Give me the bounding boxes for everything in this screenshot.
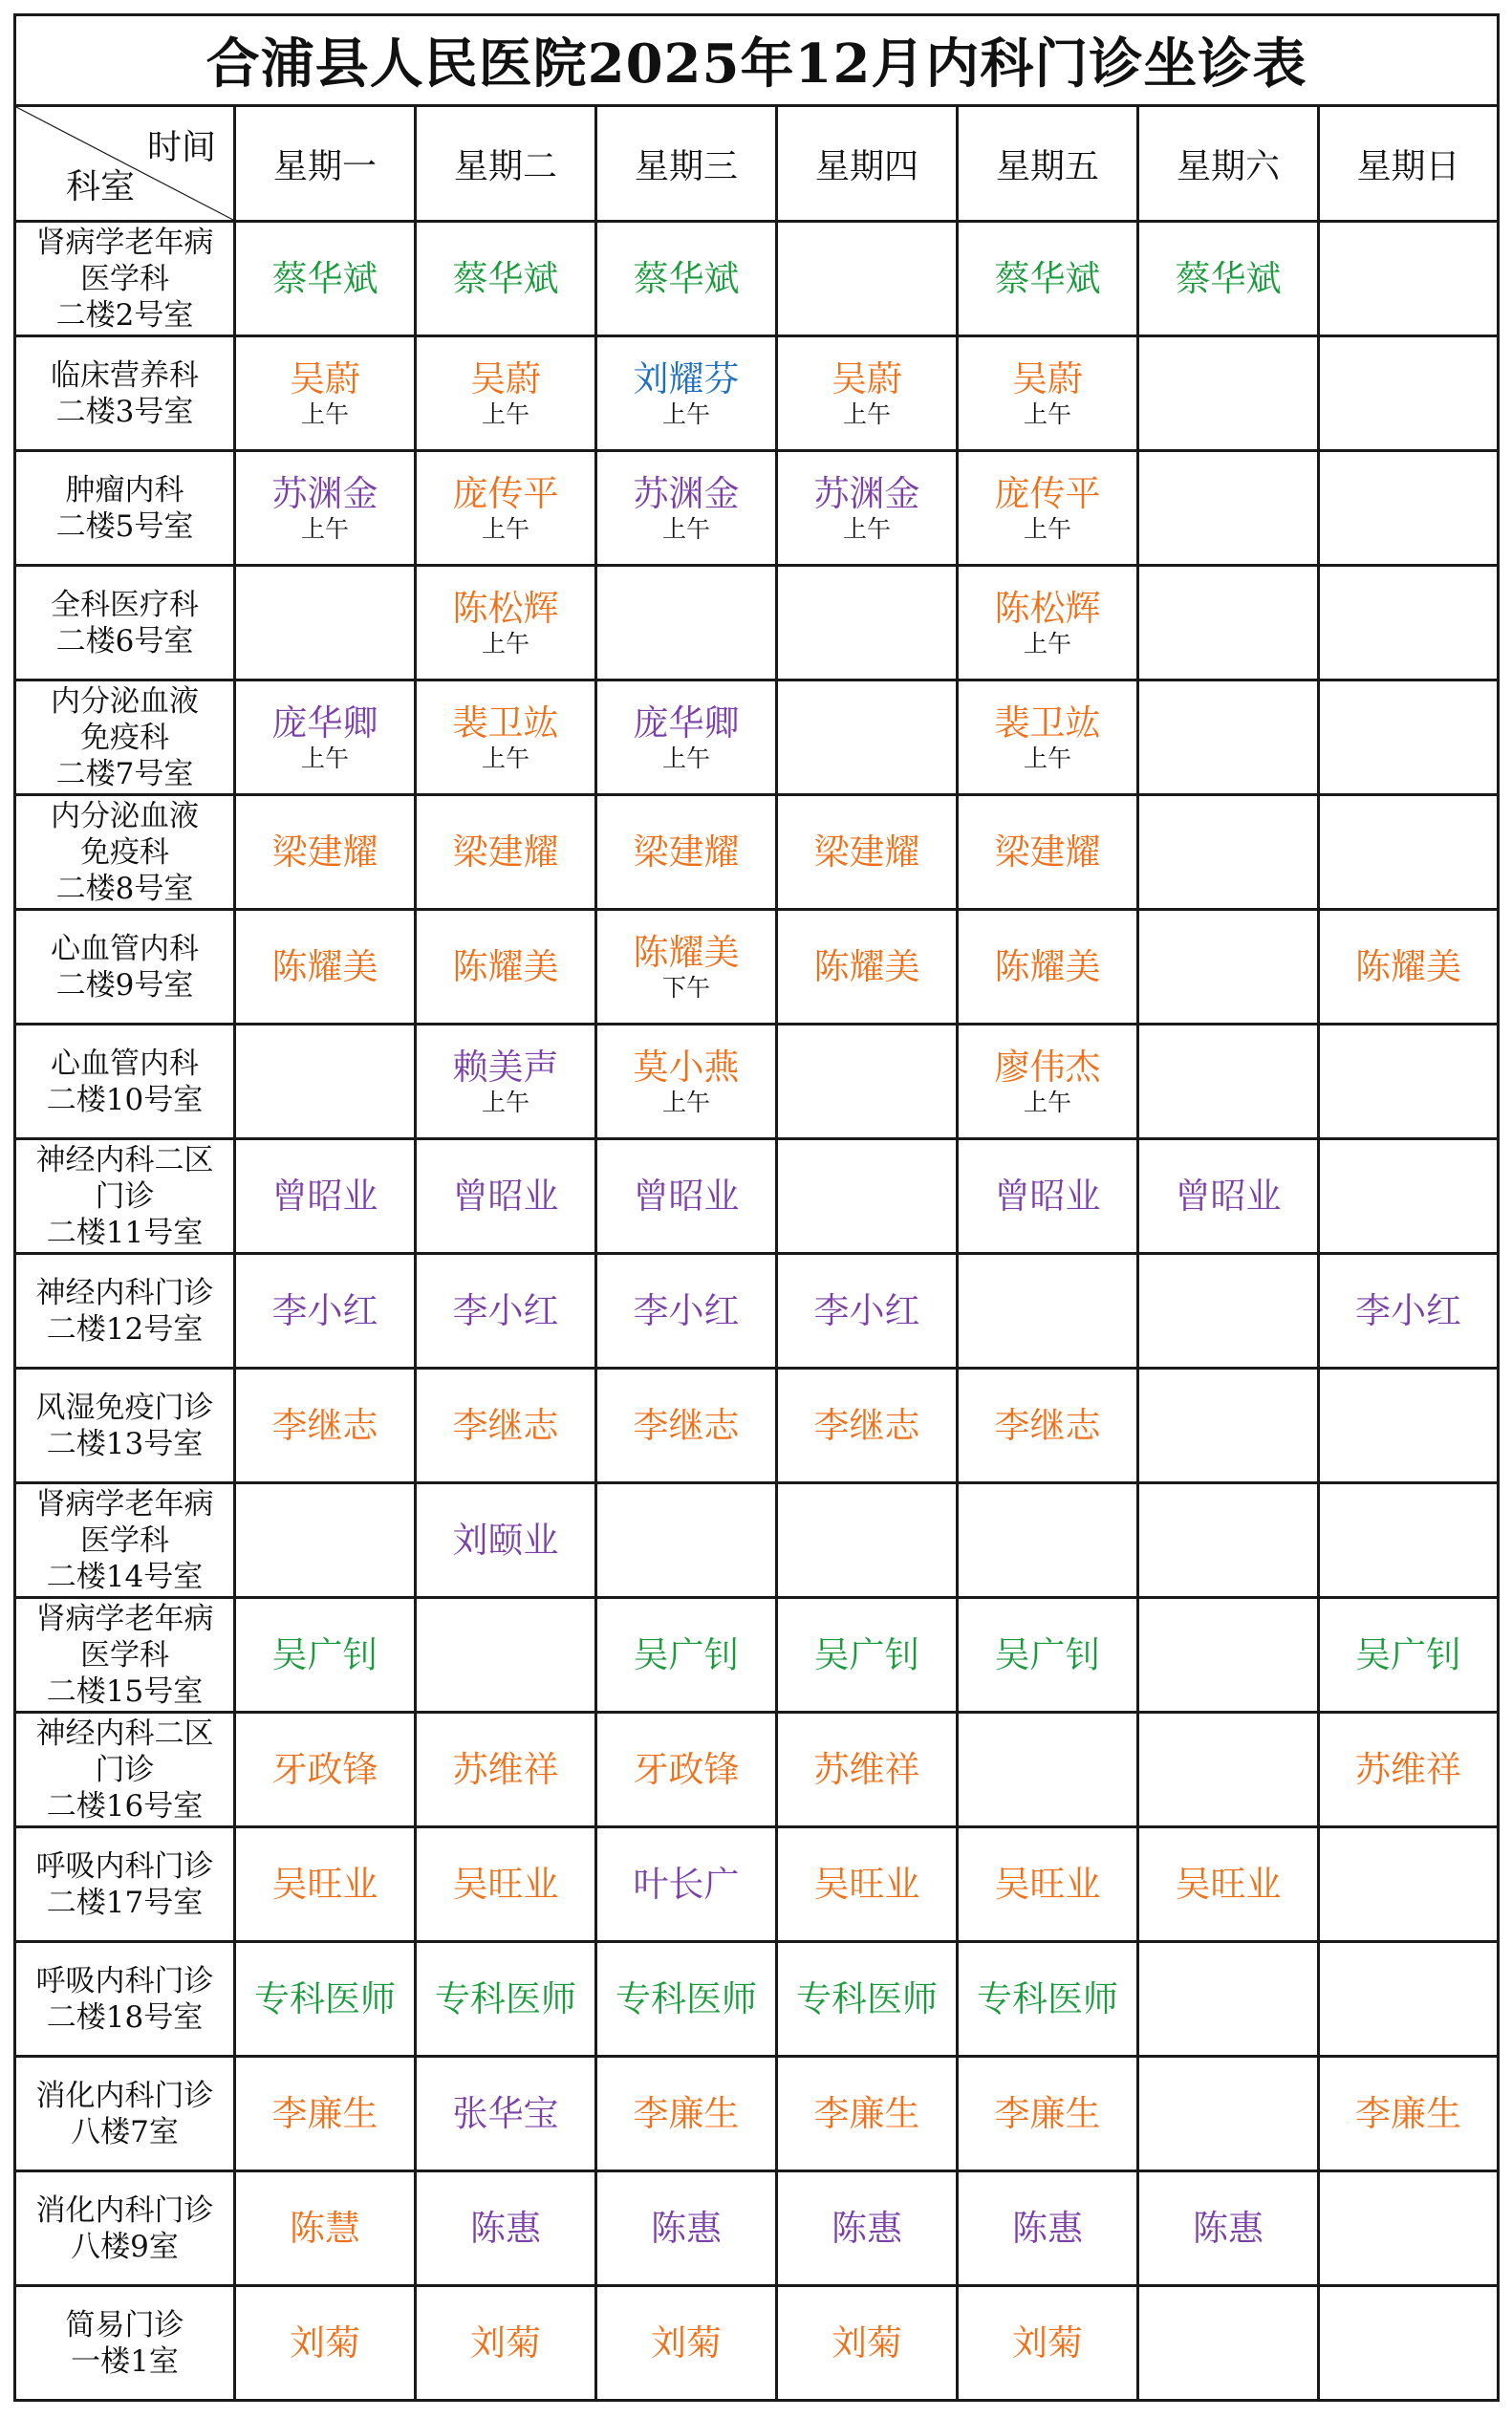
- day-header: 星期一: [235, 106, 416, 222]
- table-row: [15, 566, 1499, 680]
- session-period: 上午: [1023, 399, 1071, 428]
- doctor-name: 吴蔚: [470, 357, 541, 399]
- schedule-cell: [1319, 2286, 1499, 2401]
- department-cell: 呼吸内科门诊 二楼18号室: [15, 1942, 235, 2057]
- session-period: 下午: [661, 973, 710, 1002]
- table-row: [15, 2286, 1499, 2401]
- doctor-name: 蔡华斌: [1175, 257, 1282, 299]
- schedule-cell: [1138, 2286, 1319, 2401]
- schedule-cell: [596, 336, 777, 451]
- schedule-cell: [958, 1139, 1138, 1254]
- doctor-name: 陈惠: [1012, 2207, 1083, 2249]
- schedule-cell: [596, 2057, 777, 2171]
- schedule-cell: [1319, 1369, 1499, 1483]
- schedule-cell: [958, 1483, 1138, 1598]
- doctor-name: 刘菊: [651, 2321, 722, 2364]
- doctor-name: 专科医师: [616, 1977, 757, 2019]
- department-cell: 风湿免疫门诊 二楼13号室: [15, 1369, 235, 1483]
- schedule-cell: [1319, 2057, 1499, 2171]
- session-period: 上午: [481, 399, 529, 428]
- schedule-cell: [416, 336, 596, 451]
- doctor-name: 苏渊金: [633, 472, 740, 514]
- schedule-cell: [1138, 2057, 1319, 2171]
- table-row: [15, 910, 1499, 1025]
- schedule-cell: [416, 2171, 596, 2286]
- doctor-name: 陈松辉: [452, 587, 559, 629]
- department-cell: 肾病学老年病 医学科 二楼14号室: [15, 1483, 235, 1598]
- department-cell: 全科医疗科 二楼6号室: [15, 566, 235, 680]
- schedule-cell: [235, 1827, 416, 1942]
- doctor-name: 吴旺业: [994, 1863, 1101, 1905]
- schedule-cell: [235, 1139, 416, 1254]
- session-period: 上午: [300, 399, 349, 428]
- schedule-cell: [958, 795, 1138, 910]
- schedule-cell: [1138, 2171, 1319, 2286]
- doctor-name: 曾昭业: [633, 1175, 740, 1217]
- table-row: [15, 1598, 1499, 1713]
- doctor-name: 廖伟杰: [994, 1046, 1101, 1088]
- schedule-cell: [416, 2286, 596, 2401]
- schedule-cell: [416, 1713, 596, 1827]
- schedule-cell: [1138, 451, 1319, 566]
- schedule-cell: [416, 1369, 596, 1483]
- schedule-cell: [596, 795, 777, 910]
- table-row: [15, 222, 1499, 336]
- doctor-name: 陈耀美: [271, 945, 378, 987]
- department-cell: 神经内科二区 门诊 二楼11号室: [15, 1139, 235, 1254]
- schedule-cell: [1138, 1369, 1319, 1483]
- schedule-cell: [1319, 2171, 1499, 2286]
- doctor-name: 曾昭业: [271, 1175, 378, 1217]
- schedule-cell: [777, 1025, 958, 1139]
- session-period: 上午: [842, 399, 891, 428]
- session-period: 上午: [1023, 1088, 1071, 1116]
- schedule-cell: [1319, 1598, 1499, 1713]
- doctor-name: 李继志: [452, 1404, 559, 1446]
- schedule-cell: [416, 2057, 596, 2171]
- schedule-cell: [777, 1942, 958, 2057]
- doctor-name: 莫小燕: [633, 1046, 740, 1088]
- doctor-name: 吴广钊: [633, 1633, 740, 1675]
- table-row: [15, 1827, 1499, 1942]
- schedule-cell: [777, 1827, 958, 1942]
- schedule-cell: [777, 336, 958, 451]
- doctor-name: 陈耀美: [813, 945, 920, 987]
- department-cell: 心血管内科 二楼9号室: [15, 910, 235, 1025]
- doctor-name: 专科医师: [977, 1977, 1118, 2019]
- doctor-name: 蔡华斌: [994, 257, 1101, 299]
- schedule-cell: [416, 795, 596, 910]
- doctor-name: 李小红: [452, 1289, 559, 1331]
- doctor-name: 赖美声: [452, 1046, 559, 1088]
- schedule-cell: [958, 1827, 1138, 1942]
- doctor-name: 庞传平: [452, 472, 559, 514]
- schedule-cell: [1138, 222, 1319, 336]
- corner-time-label: 时间: [146, 128, 216, 167]
- schedule-cell: [596, 1025, 777, 1139]
- schedule-cell: [1138, 1254, 1319, 1369]
- schedule-cell: [777, 2286, 958, 2401]
- doctor-name: 吴广钊: [994, 1633, 1101, 1675]
- doctor-name: 刘菊: [470, 2321, 541, 2364]
- doctor-name: 裴卫竑: [994, 702, 1101, 744]
- schedule-cell: [958, 566, 1138, 680]
- schedule-cell: [958, 1598, 1138, 1713]
- doctor-name: 吴广钊: [813, 1633, 920, 1675]
- schedule-cell: [596, 222, 777, 336]
- schedule-cell: [596, 1254, 777, 1369]
- doctor-name: 李廉生: [271, 2092, 378, 2134]
- doctor-name: 专科医师: [435, 1977, 576, 2019]
- corner-cell: [15, 106, 235, 222]
- schedule-cell: [777, 566, 958, 680]
- doctor-name: 曾昭业: [994, 1175, 1101, 1217]
- doctor-name: 苏维祥: [1355, 1748, 1462, 1790]
- session-period: 上午: [300, 744, 349, 772]
- schedule-cell: [958, 451, 1138, 566]
- schedule-table: [13, 13, 1500, 2402]
- schedule-cell: [1319, 680, 1499, 795]
- schedule-cell: [777, 795, 958, 910]
- doctor-name: 曾昭业: [452, 1175, 559, 1217]
- doctor-name: 梁建耀: [994, 831, 1101, 873]
- schedule-cell: [1138, 1713, 1319, 1827]
- doctor-name: 苏渊金: [813, 472, 920, 514]
- schedule-cell: [1319, 1483, 1499, 1598]
- doctor-name: 刘菊: [1012, 2321, 1083, 2364]
- schedule-cell: [777, 1254, 958, 1369]
- schedule-cell: [235, 680, 416, 795]
- doctor-name: 吴旺业: [452, 1863, 559, 1905]
- corner-dept-label: 科室: [66, 167, 136, 206]
- doctor-name: 叶长广: [633, 1863, 740, 1905]
- department-cell: 内分泌血液 免疫科 二楼7号室: [15, 680, 235, 795]
- doctor-name: 张华宝: [452, 2092, 559, 2134]
- department-cell: 消化内科门诊 八楼7室: [15, 2057, 235, 2171]
- schedule-cell: [416, 222, 596, 336]
- doctor-name: 庞华卿: [633, 702, 740, 744]
- schedule-cell: [958, 680, 1138, 795]
- doctor-name: 苏维祥: [452, 1748, 559, 1790]
- table-row: [15, 1139, 1499, 1254]
- department-cell: 肾病学老年病 医学科 二楼2号室: [15, 222, 235, 336]
- schedule-cell: [1319, 795, 1499, 910]
- schedule-cell: [416, 1025, 596, 1139]
- schedule-cell: [235, 2171, 416, 2286]
- schedule-cell: [777, 1483, 958, 1598]
- doctor-name: 刘耀芬: [633, 357, 740, 399]
- session-period: 上午: [661, 744, 710, 772]
- schedule-cell: [596, 1139, 777, 1254]
- table-row: [15, 2057, 1499, 2171]
- schedule-sheet: [13, 13, 1497, 2403]
- schedule-cell: [416, 566, 596, 680]
- department-cell: 呼吸内科门诊 二楼17号室: [15, 1827, 235, 1942]
- schedule-cell: [958, 2057, 1138, 2171]
- schedule-cell: [958, 1369, 1138, 1483]
- schedule-cell: [1138, 566, 1319, 680]
- schedule-cell: [777, 2057, 958, 2171]
- day-header: 星期二: [416, 106, 596, 222]
- table-row: [15, 1025, 1499, 1139]
- session-period: 上午: [481, 629, 529, 658]
- schedule-cell: [1319, 1254, 1499, 1369]
- doctor-name: 曾昭业: [1175, 1175, 1282, 1217]
- doctor-name: 庞华卿: [271, 702, 378, 744]
- schedule-cell: [1319, 566, 1499, 680]
- doctor-name: 苏维祥: [813, 1748, 920, 1790]
- table-row: [15, 1369, 1499, 1483]
- schedule-cell: [235, 910, 416, 1025]
- schedule-cell: [416, 1598, 596, 1713]
- schedule-cell: [596, 566, 777, 680]
- schedule-cell: [416, 680, 596, 795]
- schedule-cell: [596, 1827, 777, 1942]
- schedule-cell: [416, 1483, 596, 1598]
- schedule-cell: [1138, 336, 1319, 451]
- schedule-cell: [416, 1827, 596, 1942]
- schedule-cell: [596, 1598, 777, 1713]
- day-header: 星期六: [1138, 106, 1319, 222]
- doctor-name: 李小红: [633, 1289, 740, 1331]
- schedule-cell: [235, 1942, 416, 2057]
- table-row: [15, 1254, 1499, 1369]
- table-row: [15, 451, 1499, 566]
- schedule-cell: [777, 1139, 958, 1254]
- schedule-cell: [1138, 910, 1319, 1025]
- doctor-name: 裴卫竑: [452, 702, 559, 744]
- schedule-cell: [596, 910, 777, 1025]
- schedule-cell: [416, 451, 596, 566]
- department-cell: 神经内科二区 门诊 二楼16号室: [15, 1713, 235, 1827]
- doctor-name: 陈耀美: [633, 931, 740, 973]
- session-period: 上午: [661, 1088, 710, 1116]
- day-header: 星期五: [958, 106, 1138, 222]
- doctor-name: 陈耀美: [1355, 945, 1462, 987]
- schedule-cell: [958, 2286, 1138, 2401]
- schedule-cell: [958, 222, 1138, 336]
- session-period: 上午: [481, 1088, 529, 1116]
- doctor-name: 李小红: [813, 1289, 920, 1331]
- schedule-cell: [416, 1139, 596, 1254]
- schedule-cell: [235, 1713, 416, 1827]
- doctor-name: 李继志: [994, 1404, 1101, 1446]
- doctor-name: 刘颐业: [452, 1519, 559, 1561]
- schedule-cell: [596, 451, 777, 566]
- schedule-cell: [1319, 451, 1499, 566]
- schedule-cell: [777, 451, 958, 566]
- doctor-name: 李继志: [271, 1404, 378, 1446]
- doctor-name: 陈惠: [1193, 2207, 1264, 2249]
- schedule-cell: [596, 2171, 777, 2286]
- schedule-cell: [235, 1025, 416, 1139]
- schedule-cell: [777, 910, 958, 1025]
- page-title: 合浦县人民医院2025年12月内科门诊坐诊表: [15, 15, 1499, 106]
- schedule-cell: [596, 1483, 777, 1598]
- doctor-name: 梁建耀: [271, 831, 378, 873]
- doctor-name: 李廉生: [1355, 2092, 1462, 2134]
- schedule-cell: [235, 566, 416, 680]
- doctor-name: 李廉生: [813, 2092, 920, 2134]
- doctor-name: 陈惠: [651, 2207, 722, 2249]
- doctor-name: 陈松辉: [994, 587, 1101, 629]
- schedule-cell: [777, 2171, 958, 2286]
- schedule-cell: [235, 2286, 416, 2401]
- department-cell: 心血管内科 二楼10号室: [15, 1025, 235, 1139]
- schedule-cell: [958, 1254, 1138, 1369]
- doctor-name: 吴广钊: [1355, 1633, 1462, 1675]
- doctor-name: 刘菊: [290, 2321, 360, 2364]
- doctor-name: 李廉生: [994, 2092, 1101, 2134]
- session-period: 上午: [1023, 744, 1071, 772]
- doctor-name: 李小红: [1355, 1289, 1462, 1331]
- session-period: 上午: [842, 514, 891, 543]
- session-period: 上午: [1023, 514, 1071, 543]
- doctor-name: 牙政锋: [633, 1748, 740, 1790]
- schedule-cell: [1138, 1942, 1319, 2057]
- schedule-cell: [416, 1942, 596, 2057]
- schedule-cell: [958, 336, 1138, 451]
- schedule-cell: [235, 1483, 416, 1598]
- doctor-name: 苏渊金: [271, 472, 378, 514]
- schedule-cell: [235, 1369, 416, 1483]
- schedule-cell: [1319, 910, 1499, 1025]
- schedule-cell: [1138, 1483, 1319, 1598]
- session-period: 上午: [661, 399, 710, 428]
- schedule-cell: [416, 910, 596, 1025]
- department-cell: 肾病学老年病 医学科 二楼15号室: [15, 1598, 235, 1713]
- schedule-cell: [958, 1713, 1138, 1827]
- schedule-cell: [235, 451, 416, 566]
- department-cell: 神经内科门诊 二楼12号室: [15, 1254, 235, 1369]
- schedule-cell: [777, 680, 958, 795]
- table-row: [15, 795, 1499, 910]
- schedule-cell: [1138, 1025, 1319, 1139]
- department-cell: 肿瘤内科 二楼5号室: [15, 451, 235, 566]
- doctor-name: 吴广钊: [271, 1633, 378, 1675]
- doctor-name: 蔡华斌: [271, 257, 378, 299]
- doctor-name: 陈耀美: [452, 945, 559, 987]
- schedule-cell: [596, 1713, 777, 1827]
- schedule-cell: [1319, 1139, 1499, 1254]
- header-row: [15, 106, 1499, 222]
- doctor-name: 李小红: [271, 1289, 378, 1331]
- doctor-name: 专科医师: [796, 1977, 938, 2019]
- table-row: [15, 1713, 1499, 1827]
- department-cell: 消化内科门诊 八楼9室: [15, 2171, 235, 2286]
- schedule-cell: [596, 1942, 777, 2057]
- schedule-cell: [235, 1254, 416, 1369]
- doctor-name: 陈惠: [832, 2207, 902, 2249]
- doctor-name: 吴旺业: [813, 1863, 920, 1905]
- session-period: 上午: [661, 514, 710, 543]
- doctor-name: 陈耀美: [994, 945, 1101, 987]
- doctor-name: 蔡华斌: [452, 257, 559, 299]
- schedule-cell: [596, 2286, 777, 2401]
- session-period: 上午: [481, 514, 529, 543]
- doctor-name: 李继志: [813, 1404, 920, 1446]
- schedule-cell: [1138, 1827, 1319, 1942]
- doctor-name: 梁建耀: [633, 831, 740, 873]
- doctor-name: 蔡华斌: [633, 257, 740, 299]
- table-row: [15, 336, 1499, 451]
- schedule-cell: [1319, 1942, 1499, 2057]
- schedule-cell: [416, 1254, 596, 1369]
- table-row: [15, 1483, 1499, 1598]
- schedule-cell: [1138, 1139, 1319, 1254]
- department-cell: 简易门诊 一楼1室: [15, 2286, 235, 2401]
- schedule-cell: [777, 222, 958, 336]
- schedule-cell: [777, 1369, 958, 1483]
- schedule-cell: [1138, 680, 1319, 795]
- table-row: [15, 680, 1499, 795]
- schedule-cell: [958, 1025, 1138, 1139]
- doctor-name: 吴蔚: [290, 357, 360, 399]
- schedule-cell: [235, 2057, 416, 2171]
- session-period: 上午: [1023, 629, 1071, 658]
- department-cell: 临床营养科 二楼3号室: [15, 336, 235, 451]
- doctor-name: 李继志: [633, 1404, 740, 1446]
- doctor-name: 刘菊: [832, 2321, 902, 2364]
- schedule-cell: [1319, 222, 1499, 336]
- schedule-cell: [958, 910, 1138, 1025]
- doctor-name: 梁建耀: [813, 831, 920, 873]
- schedule-cell: [1319, 1713, 1499, 1827]
- table-row: [15, 2171, 1499, 2286]
- schedule-cell: [235, 336, 416, 451]
- doctor-name: 吴蔚: [1012, 357, 1083, 399]
- day-header: 星期三: [596, 106, 777, 222]
- department-cell: 内分泌血液 免疫科 二楼8号室: [15, 795, 235, 910]
- schedule-cell: [1319, 1827, 1499, 1942]
- schedule-cell: [596, 680, 777, 795]
- doctor-name: 专科医师: [254, 1977, 396, 2019]
- session-period: 上午: [300, 514, 349, 543]
- schedule-cell: [235, 795, 416, 910]
- schedule-cell: [777, 1713, 958, 1827]
- doctor-name: 庞传平: [994, 472, 1101, 514]
- schedule-cell: [1138, 1598, 1319, 1713]
- table-row: [15, 1942, 1499, 2057]
- schedule-cell: [1319, 336, 1499, 451]
- schedule-cell: [958, 1942, 1138, 2057]
- schedule-cell: [1319, 1025, 1499, 1139]
- doctor-name: 李廉生: [633, 2092, 740, 2134]
- doctor-name: 吴旺业: [271, 1863, 378, 1905]
- doctor-name: 吴旺业: [1175, 1863, 1282, 1905]
- session-period: 上午: [481, 744, 529, 772]
- schedule-cell: [235, 222, 416, 336]
- day-header: 星期四: [777, 106, 958, 222]
- schedule-cell: [235, 1598, 416, 1713]
- schedule-cell: [777, 1598, 958, 1713]
- schedule-cell: [958, 2171, 1138, 2286]
- schedule-cell: [596, 1369, 777, 1483]
- day-header: 星期日: [1319, 106, 1499, 222]
- schedule-cell: [1138, 795, 1319, 910]
- doctor-name: 陈慧: [290, 2207, 360, 2249]
- doctor-name: 梁建耀: [452, 831, 559, 873]
- doctor-name: 陈惠: [470, 2207, 541, 2249]
- doctor-name: 牙政锋: [271, 1748, 378, 1790]
- doctor-name: 吴蔚: [832, 357, 902, 399]
